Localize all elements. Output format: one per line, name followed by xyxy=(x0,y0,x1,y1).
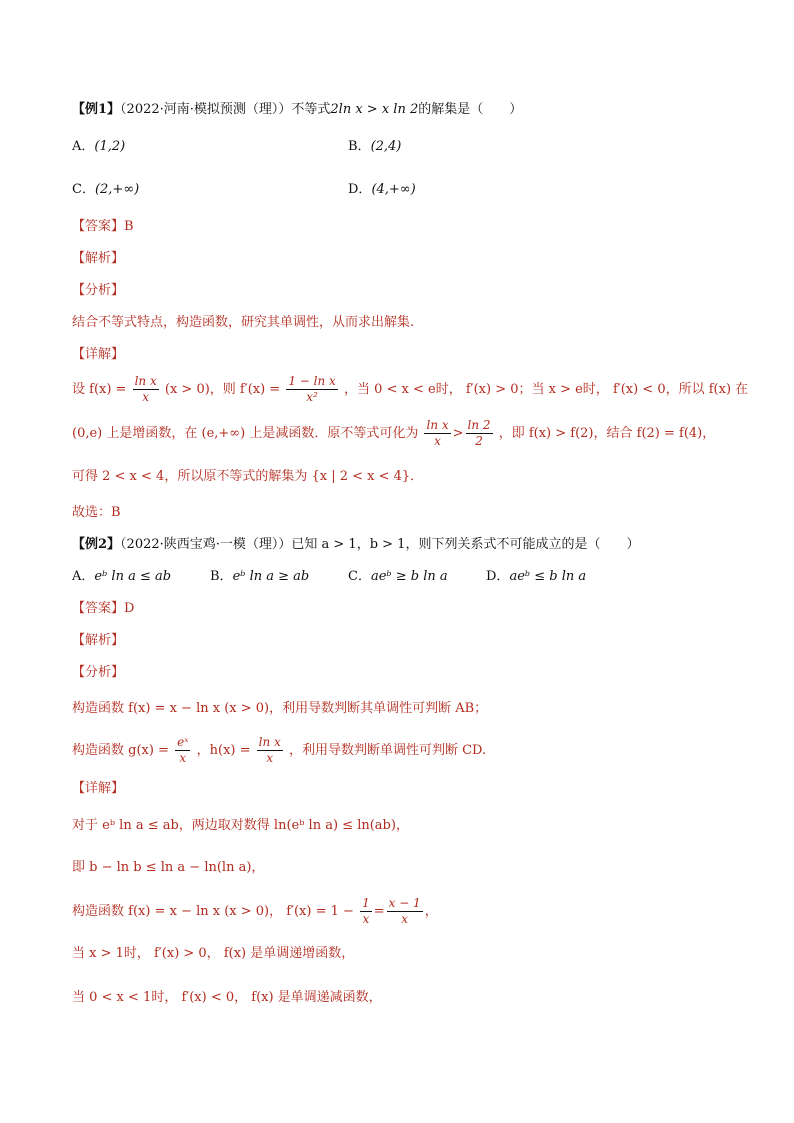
option-value: eᵇ ln a ≤ ab xyxy=(94,569,172,584)
example2-detail-line5: 当 0 < x < 1时， f′(x) < 0， f(x) 是单调递减函数， xyxy=(72,990,382,1005)
option-value: (1,2) xyxy=(94,139,126,154)
detail-text: ，利用导数判断单调性可判断 CD. xyxy=(288,743,487,758)
example1-detail-line2 xyxy=(72,414,715,454)
example2-detail-heading: 【详解】 xyxy=(72,781,125,796)
example1-tag: 【例1】 xyxy=(72,102,121,117)
detail-text: (0,e) 上是增函数，在 (e,+∞) 上是减函数．原不等式可化为 xyxy=(72,426,419,441)
example1-source: （2022·河南·模拟预测（理））不等式 xyxy=(120,102,331,117)
example1-fenxi-text: 结合不等式特点，构造函数，研究其单调性，从而求出解集. xyxy=(72,315,415,330)
example2-option-c xyxy=(348,567,448,587)
detail-text: ，即 f(x) > f(2)，结合 f(2) = f(4)， xyxy=(498,426,716,441)
example2-option-d xyxy=(486,567,586,587)
example2-fenxi-heading: 【分析】 xyxy=(72,665,125,680)
detail-text: ，当 0 < x < e时， f′(x) > 0；当 x > e时， f′(x) < 0，所以 f(x) 在 xyxy=(343,382,749,397)
fraction-denominator: x xyxy=(179,751,187,765)
option-label: C． xyxy=(348,569,371,584)
detail-text: 构造函数 f(x) = x − ln x (x > 0)， f′(x) = 1 − xyxy=(72,904,354,919)
option-value: (2,4) xyxy=(370,139,402,154)
option-label: A． xyxy=(72,569,95,584)
example1-choice: 故选：B xyxy=(72,505,121,520)
fraction xyxy=(257,735,283,766)
option-label: C． xyxy=(72,182,95,197)
option-label: D． xyxy=(486,569,510,584)
example2-option-b xyxy=(210,567,309,587)
example1-option-d xyxy=(348,180,416,200)
option-label: B． xyxy=(348,139,371,154)
detail-text: 构造函数 g(x) = xyxy=(72,743,169,758)
detail-text: (x > 0)，则 f′(x) = xyxy=(164,382,281,397)
fraction-denominator: x² xyxy=(306,390,318,404)
option-label: D． xyxy=(348,182,372,197)
fraction-denominator: 2 xyxy=(475,434,483,448)
detail-text: 设 f(x) = xyxy=(72,382,127,397)
example1-fenxi-heading: 【分析】 xyxy=(72,283,125,298)
option-value: aeᵇ ≥ b ln a xyxy=(370,569,448,584)
option-value: (2,+∞) xyxy=(94,182,140,197)
fraction-denominator: x xyxy=(401,912,409,926)
fraction xyxy=(133,374,159,405)
detail-text: = xyxy=(373,904,385,919)
fraction-denominator: x xyxy=(434,434,441,448)
example2-detail-line4: 当 x > 1时， f′(x) > 0， f(x) 是单调递增函数， xyxy=(72,946,355,961)
fraction-numerator: eˣ xyxy=(177,735,189,749)
fraction xyxy=(424,418,450,449)
fraction-denominator: x xyxy=(362,912,370,926)
example1-detail-line1 xyxy=(72,370,748,410)
option-label: B． xyxy=(210,569,233,584)
fraction-numerator: ln x xyxy=(134,374,157,388)
fraction xyxy=(466,418,493,449)
fraction-numerator: ln 2 xyxy=(467,418,491,432)
fraction-numerator: 1 − ln x xyxy=(288,374,336,388)
example2-question xyxy=(72,535,639,555)
detail-text: ， xyxy=(424,904,438,919)
example2-fenxi-line1: 构造函数 f(x) = x − ln x (x > 0)，利用导数判断其单调性可判断 AB； xyxy=(72,701,488,716)
example1-analysis-heading: 【解析】 xyxy=(72,251,125,266)
fraction-numerator: ln x xyxy=(426,418,449,432)
example2-option-a xyxy=(72,567,171,587)
example1-option-b xyxy=(348,137,401,157)
option-value: (4,+∞) xyxy=(371,182,416,197)
example2-tag: 【例2】 xyxy=(72,537,121,552)
fraction-numerator: ln x xyxy=(258,735,281,749)
example2-analysis-heading: 【解析】 xyxy=(72,633,125,648)
detail-text: > xyxy=(452,426,464,441)
example1-tail: 的解集是（ ） xyxy=(418,102,523,117)
fraction xyxy=(286,374,337,405)
example2-answer: 【答案】D xyxy=(72,601,135,616)
example1-inequality: 2ln x > x ln 2 xyxy=(330,102,419,117)
fraction-numerator: x − 1 xyxy=(388,896,421,910)
example1-option-c xyxy=(72,180,139,200)
example2-fenxi-line2 xyxy=(72,731,486,771)
fraction-numerator: 1 xyxy=(362,896,370,910)
example1-detail-heading: 【详解】 xyxy=(72,347,125,362)
example1-option-a xyxy=(72,137,125,157)
detail-text: ，h(x) = xyxy=(196,743,251,758)
fraction-denominator: x xyxy=(266,751,274,765)
example1-question xyxy=(72,100,522,120)
fraction-denominator: x xyxy=(142,390,150,404)
option-value: eᵇ ln a ≥ ab xyxy=(232,569,310,584)
option-label: A． xyxy=(72,139,95,154)
example1-answer: 【答案】B xyxy=(72,219,134,234)
example1-detail-line3: 可得 2 < x < 4，所以原不等式的解集为 {x | 2 < x < 4}． xyxy=(72,469,424,484)
example2-detail-line3 xyxy=(72,892,438,932)
example2-detail-line2: 即 b − ln b ≤ ln a − ln(ln a)， xyxy=(72,860,265,875)
example2-source: （2022·陕西宝鸡·一模（理））已知 a > 1，b > 1，则下列关系式不可能成立的是（ ） xyxy=(120,537,640,552)
option-value: aeᵇ ≤ b ln a xyxy=(509,569,587,584)
fraction xyxy=(387,896,423,927)
example2-detail-line1: 对于 eᵇ ln a ≤ ab，两边取对数得 ln(eᵇ ln a) ≤ ln(ab)， xyxy=(72,818,409,833)
fraction xyxy=(360,896,372,927)
fraction xyxy=(175,735,190,766)
